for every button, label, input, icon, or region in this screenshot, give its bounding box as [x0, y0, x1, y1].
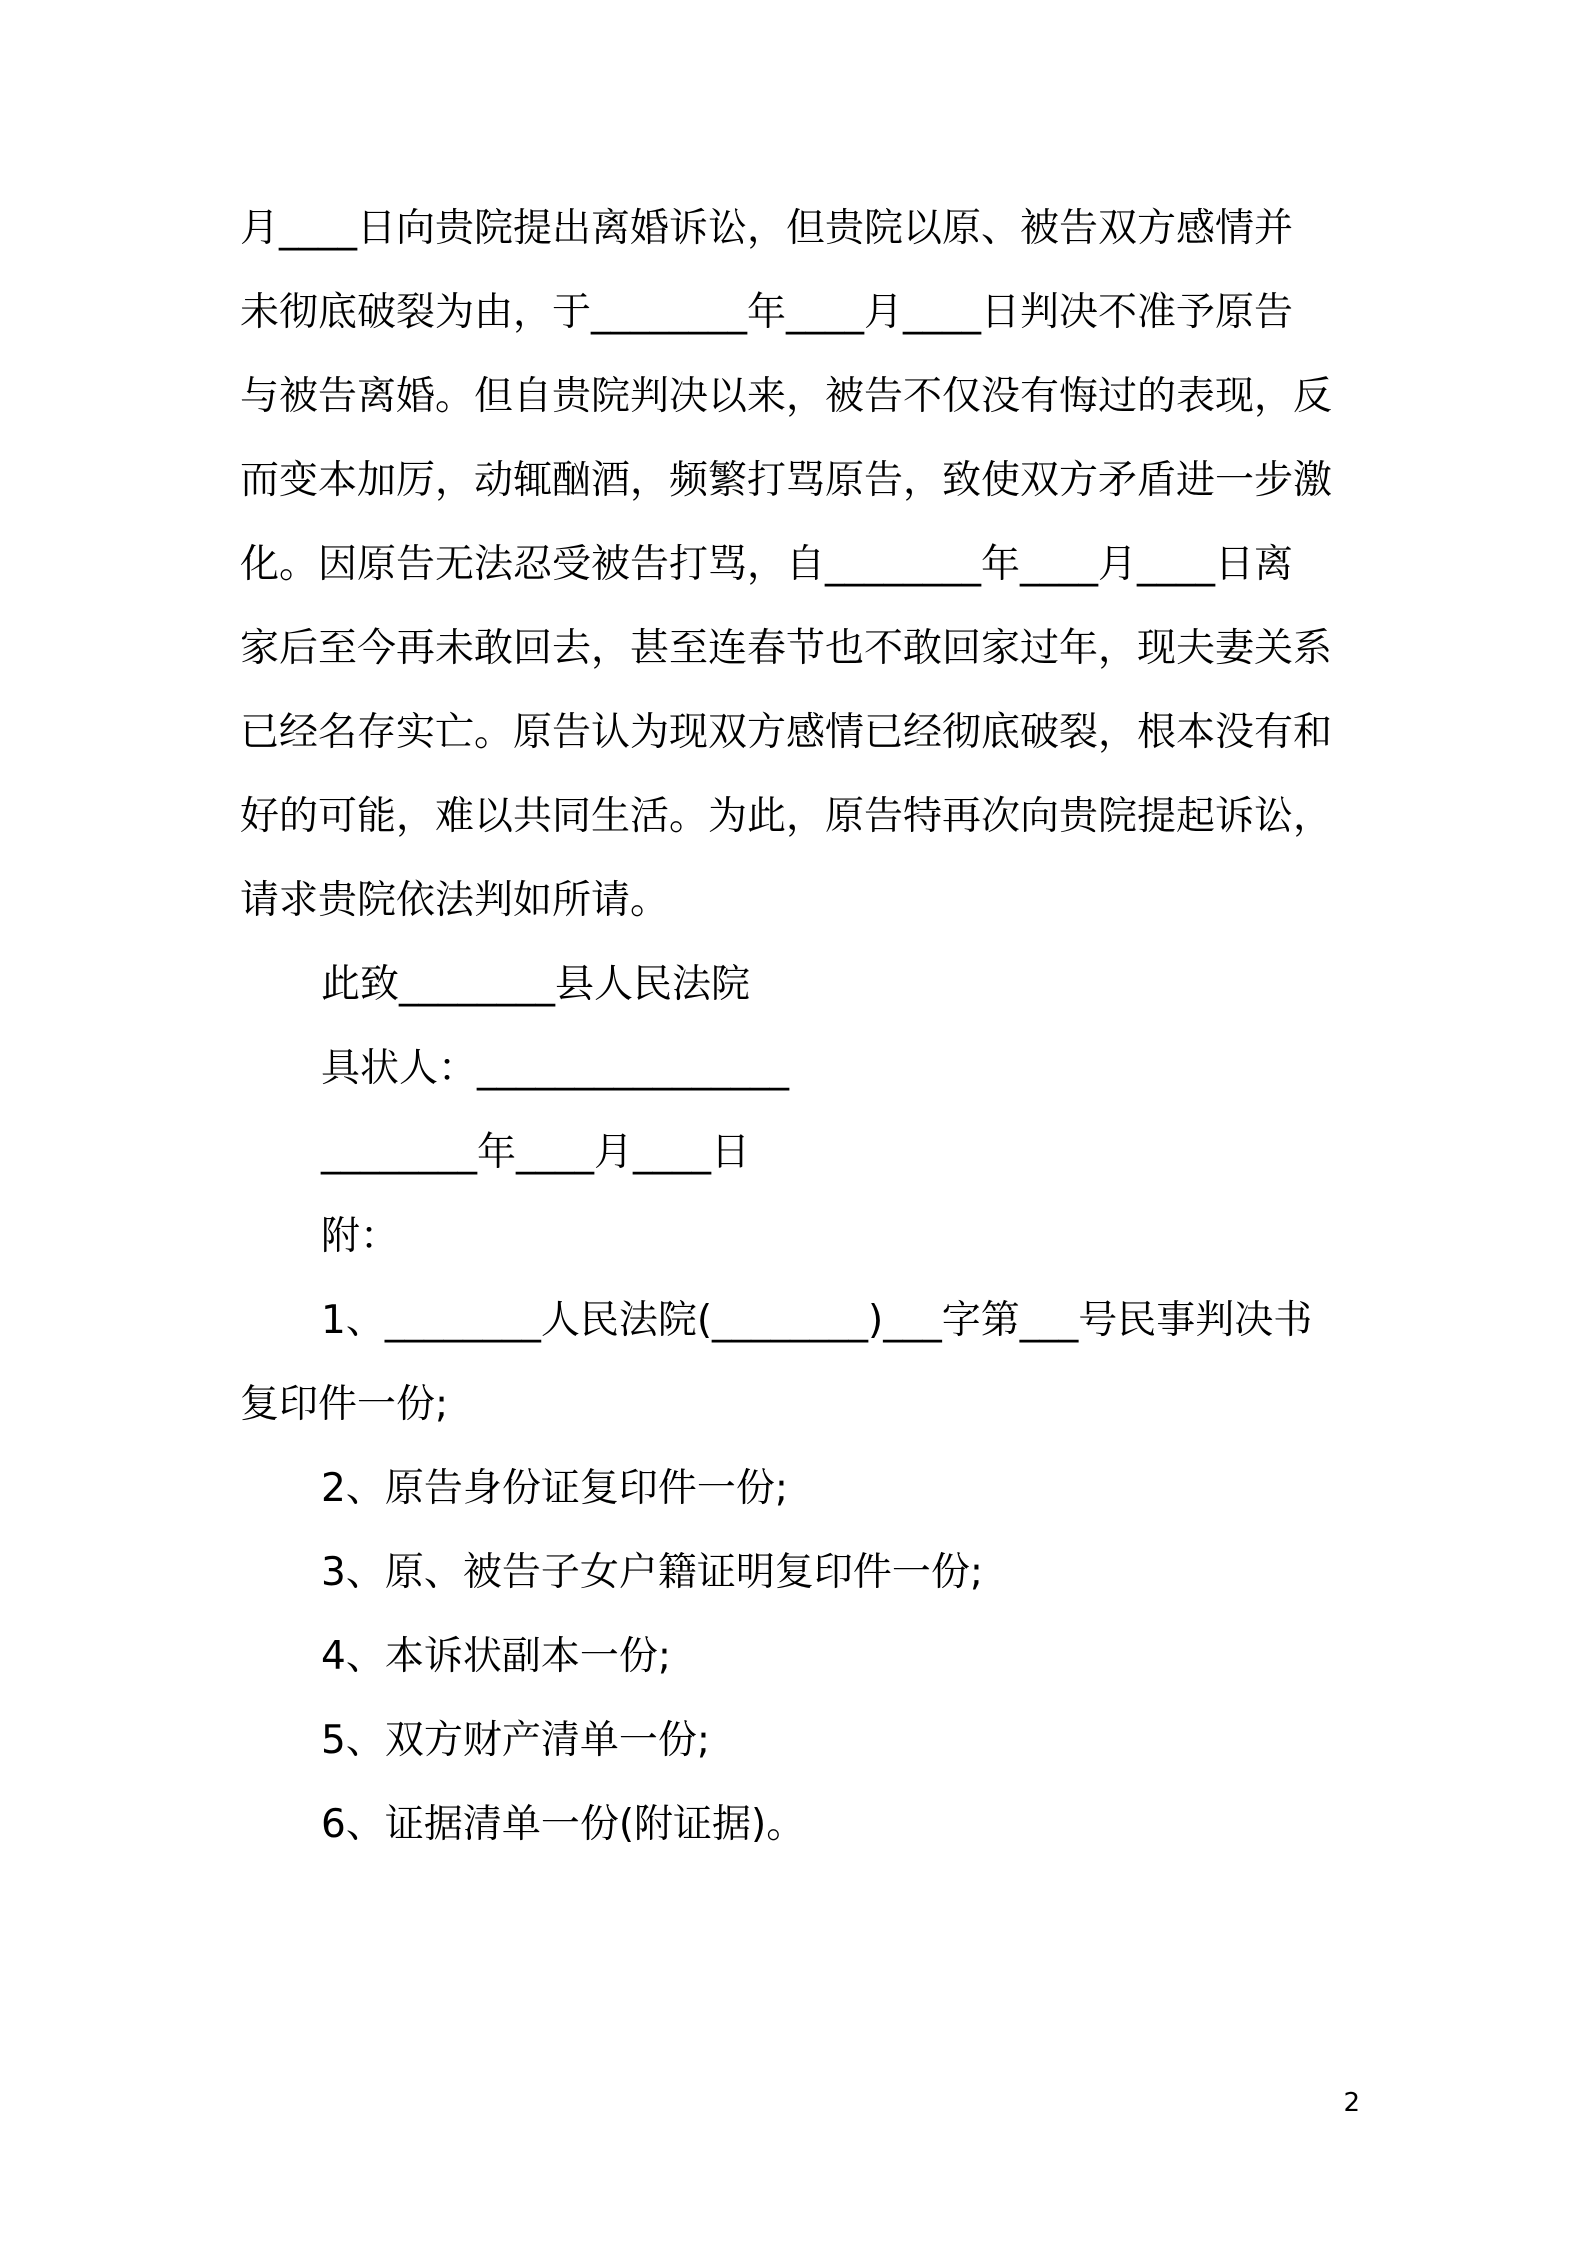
- body-line: 未彻底破裂为由，于________年____月____日判决不准予原告: [240, 290, 1294, 335]
- attachment-item-continuation: 复印件一份;: [240, 1382, 449, 1427]
- page-number: 2: [1343, 2088, 1360, 2118]
- body-line: 月____日向贵院提出离婚诉讼，但贵院以原、被告双方感情并: [240, 206, 1294, 251]
- attachment-item: 6、证据清单一份(附证据)。: [321, 1802, 806, 1847]
- attachment-item: 1、________人民法院(________)___字第___号民事判决书: [321, 1298, 1313, 1343]
- attachment-item: 5、双方财产清单一份;: [321, 1718, 710, 1763]
- body-line: 与被告离婚。但自贵院判决以来，被告不仅没有悔过的表现，反: [240, 374, 1333, 419]
- body-line: 化。因原告无法忍受被告打骂，自________年____月____日离: [240, 542, 1294, 587]
- body-line: 而变本加厉，动辄酗酒，频繁打骂原告，致使双方矛盾进一步激: [240, 458, 1333, 503]
- attachment-item: 3、原、被告子女户籍证明复印件一份;: [321, 1550, 983, 1595]
- attachment-item: 2、原告身份证复印件一份;: [321, 1466, 788, 1511]
- date-line: ________年____月____日: [321, 1130, 751, 1175]
- signer-line: 具状人：________________: [321, 1046, 790, 1091]
- document-body: [240, 187, 1355, 1867]
- body-line: 好的可能，难以共同生活。为此，原告特再次向贵院提起诉讼，: [240, 794, 1333, 839]
- body-line: 家后至今再未敢回去，甚至连春节也不敢回家过年，现夫妻关系: [240, 626, 1333, 671]
- attachment-item: 4、本诉状副本一份;: [321, 1634, 671, 1679]
- body-line: 请求贵院依法判如所请。: [240, 878, 670, 923]
- body-line: 已经名存实亡。原告认为现双方感情已经彻底破裂，根本没有和: [240, 710, 1333, 755]
- attachments-heading: 附：: [321, 1214, 400, 1259]
- salutation: 此致________县人民法院: [321, 962, 751, 1007]
